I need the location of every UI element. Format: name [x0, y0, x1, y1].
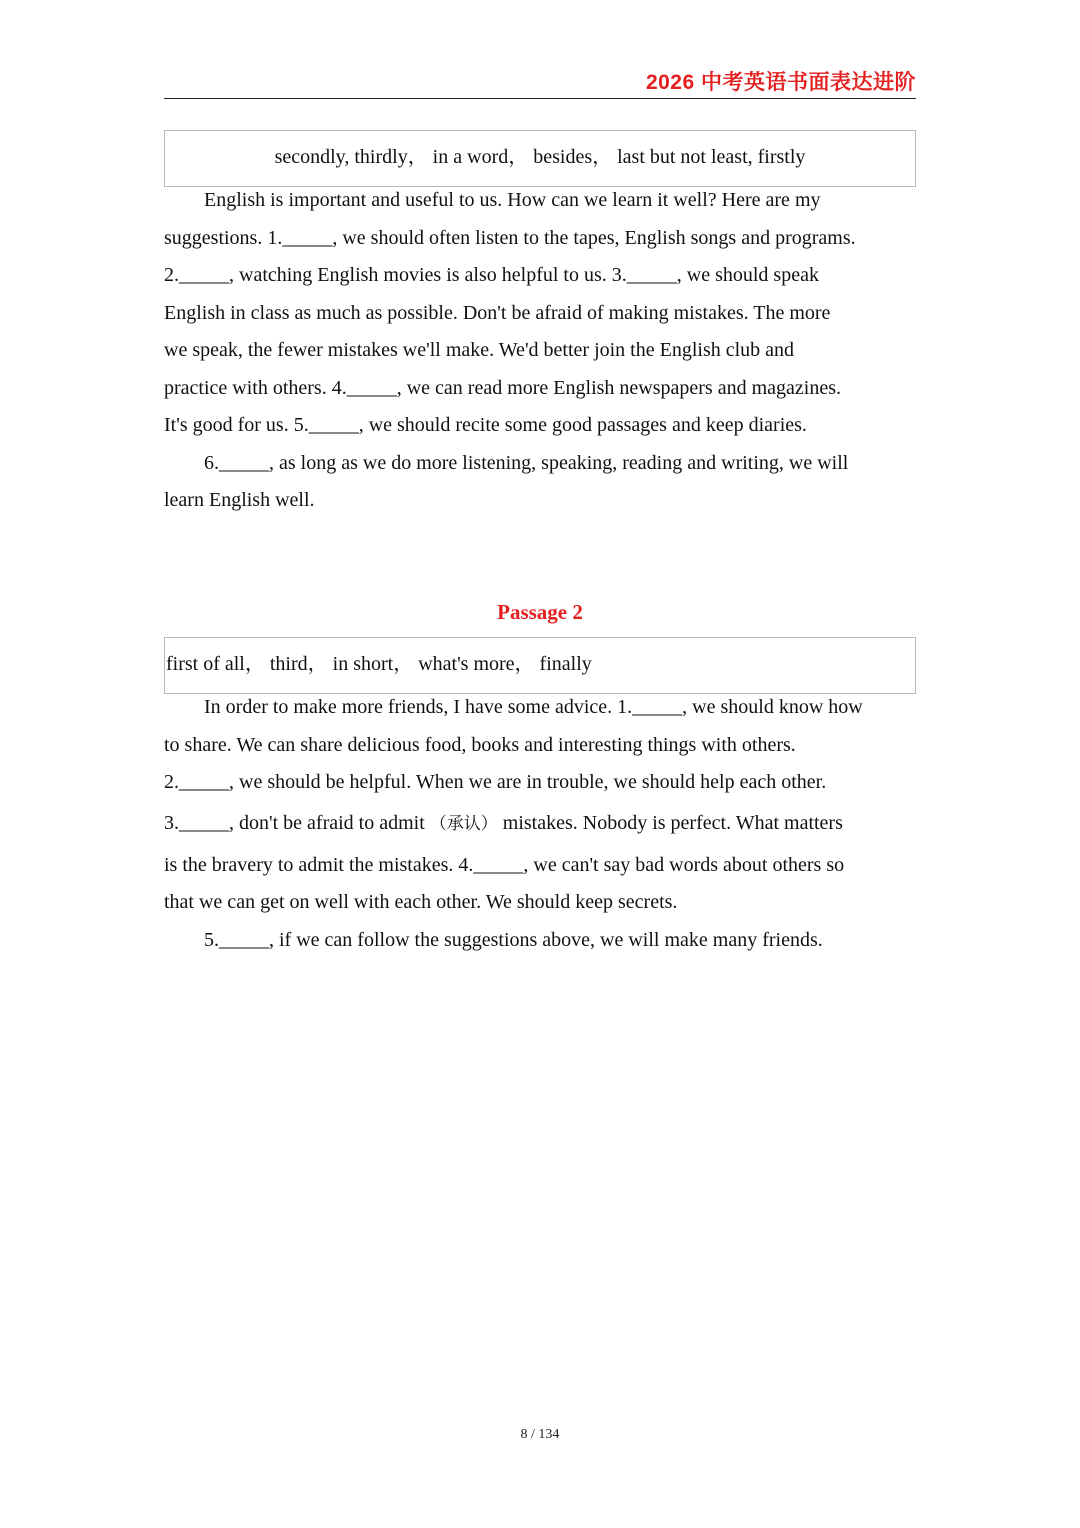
passage2-line-3: 2._____, we should be helpful. When we are in trouble, we should help each other.	[164, 771, 827, 793]
passage2-line-1: In order to make more friends, I have some advice. 1._____, we should know how	[204, 696, 863, 718]
passage2-line-4-start: 3._____, don't be afraid to admit	[164, 811, 425, 834]
passage2-line-5: is the bravery to admit the mistakes. 4._____, we can't say bad words about others so	[164, 853, 845, 876]
passage2-line-4-end: mistakes. Nobody is perfect. What matters	[502, 811, 843, 834]
header-divider	[164, 98, 916, 99]
document-header-title: 2026 中考英语书面表达进阶	[645, 71, 916, 94]
passage1-line-2: suggestions. 1._____, we should often listen to the tapes, English songs and programs.	[164, 226, 856, 249]
passage2-body	[164, 689, 924, 959]
passage2-word-box: first of all， third， in short， what's more， finally	[164, 637, 916, 694]
passage2-line-2: to share. We can share delicious food, books and interesting things with others.	[164, 733, 796, 756]
passage2-line-7: 5._____, if we can follow the suggestions above, we will make many friends.	[204, 928, 823, 951]
passage1-body	[164, 182, 924, 520]
passage2-title: Passage 2	[497, 600, 583, 624]
passage1-line-3: 2._____, watching English movies is also helpful to us. 3._____, we should speak	[164, 264, 819, 286]
passage2-line-6: that we can get on well with each other. We should keep secrets.	[164, 891, 678, 913]
passage1-line-8: 6._____, as long as we do more listening, speaking, reading and writing, we will	[204, 451, 849, 474]
passage1-line-5: we speak, the fewer mistakes we'll make. We'd better join the English club and	[164, 339, 795, 361]
page-number: 8 / 134	[520, 1427, 560, 1442]
passage1-line-1: English is important and useful to us. How can we learn it well? Here are my	[204, 189, 821, 211]
chinese-gloss: （承认）	[429, 813, 498, 834]
passage1-line-4: English in class as much as possible. Don't be afraid of making mistakes. The more	[164, 301, 831, 324]
passage1-line-6: practice with others. 4._____, we can read more English newspapers and magazines.	[164, 376, 841, 399]
passage1-line-9: learn English well.	[164, 489, 315, 511]
passage1-word-box: secondly, thirdly， in a word， besides， last but not least, firstly	[164, 130, 916, 187]
passage1-line-7: It's good for us. 5._____, we should recite some good passages and keep diaries.	[164, 414, 807, 436]
passage2-line-4	[164, 802, 924, 845]
